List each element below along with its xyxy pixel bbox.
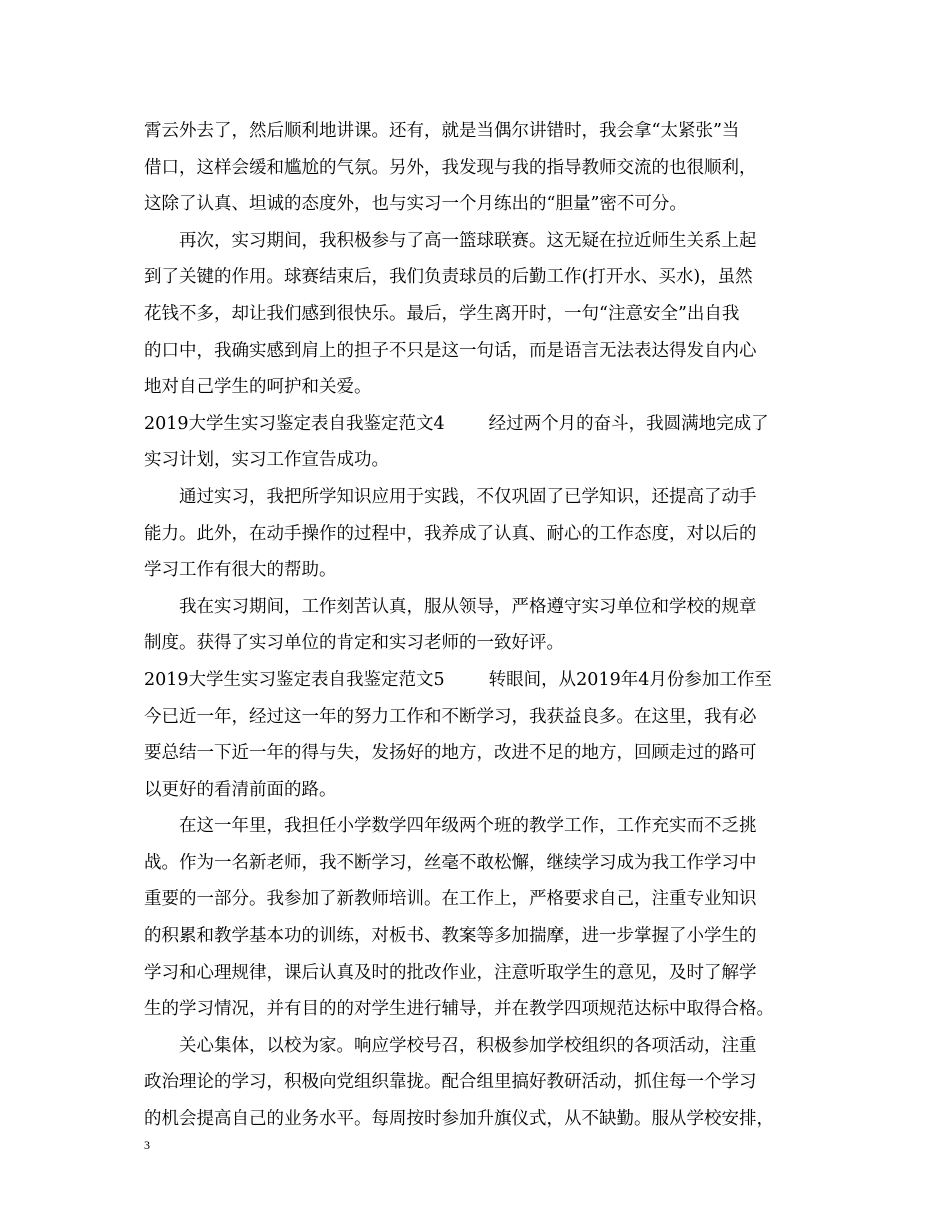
text-line: 实习计划，实习工作宣告成功。 xyxy=(144,450,389,471)
section-heading: 2019大学生实习鉴定表自我鉴定范文4 xyxy=(144,413,445,434)
text-line: 要总结一下近一年的得与失，发扬好的地方，改进不足的地方，回顾走过的路可 xyxy=(144,743,757,764)
section-heading: 2019大学生实习鉴定表自我鉴定范文5 xyxy=(144,669,445,690)
text-line: 以更好的看清前面的路。 xyxy=(144,779,337,800)
section-text: 转眼间，从2019年4月份参加工作至 xyxy=(488,669,772,690)
text-line: 通过实习，我把所学知识应用于实践，不仅巩固了已学知识，还提高了动手 xyxy=(179,486,757,507)
text-line: 学习工作有很大的帮助。 xyxy=(144,560,337,581)
document-body xyxy=(144,113,812,1138)
text-line: 重要的一部分。我参加了新教师培训。在工作上，严格要求自己，注重专业知识 xyxy=(144,889,757,910)
text-line: 这除了认真、坦诚的态度外，也与实习一个月练出的“胆量”密不可分。 xyxy=(144,194,687,215)
section-heading-line xyxy=(144,662,812,699)
text-line: 今已近一年，经过这一年的努力工作和不断学习，我获益良多。在这里，我有必 xyxy=(144,706,757,727)
text-line: 战。作为一名新老师，我不断学习，丝毫不敢松懈，继续学习成为我工作学习中 xyxy=(144,852,757,873)
text-line: 借口，这样会缓和尴尬的气氛。另外，我发现与我的指导教师交流的也很顺利， xyxy=(144,157,757,178)
text-line: 再次，实习期间，我积极参与了高一篮球联赛。这无疑在拉近师生关系上起 xyxy=(179,230,757,251)
text-line: 能力。此外，在动手操作的过程中，我养成了认真、耐心的工作态度，对以后的 xyxy=(144,523,757,544)
text-line: 的口中，我确实感到肩上的担子不只是这一句话，而是语言无法表达得发自内心 xyxy=(144,340,757,361)
text-line: 霄云外去了，然后顺利地讲课。还有，就是当偶尔讲错时，我会拿“太紧张”当 xyxy=(144,121,740,141)
section-heading-line xyxy=(144,406,812,443)
text-line: 地对自己学生的呵护和关爱。 xyxy=(144,377,372,398)
text-line: 到了关键的作用。球赛结束后，我们负责球员的后勤工作(打开水、买水)，虽然 xyxy=(144,267,753,288)
text-line: 的积累和教学基本功的训练，对板书、教案等多加揣摩，进一步掌握了小学生的 xyxy=(144,926,757,947)
page-number: 3 xyxy=(144,1138,150,1152)
text-line: 我在实习期间，工作刻苦认真，服从领导，严格遵守实习单位和学校的规章 xyxy=(179,596,757,617)
section-text: 经过两个月的奋斗，我圆满地完成了 xyxy=(488,413,769,434)
text-line: 的机会提高自己的业务水平。每周按时参加升旗仪式，从不缺勤。服从学校安排， xyxy=(144,1109,774,1130)
text-line: 政治理论的学习，积极向党组织靠拢。配合组里搞好教研活动，抓住每一个学习 xyxy=(144,1072,757,1093)
text-line: 制度。获得了实习单位的肯定和实习老师的一致好评。 xyxy=(144,633,564,654)
text-line: 在这一年里，我担任小学数学四年级两个班的教学工作，工作充实而不乏挑 xyxy=(179,816,757,837)
text-line: 关心集体，以校为家。响应学校号召，积极参加学校组织的各项活动，注重 xyxy=(179,1035,757,1056)
text-line: 学习和心理规律，课后认真及时的批改作业，注意听取学生的意见，及时了解学 xyxy=(144,962,757,983)
text-line: 花钱不多，却让我们感到很快乐。最后，学生离开时，一句“注意安全”出自我 xyxy=(144,303,740,324)
text-line: 生的学习情况，并有目的的对学生进行辅导，并在教学四项规范达标中取得合格。 xyxy=(144,999,774,1020)
